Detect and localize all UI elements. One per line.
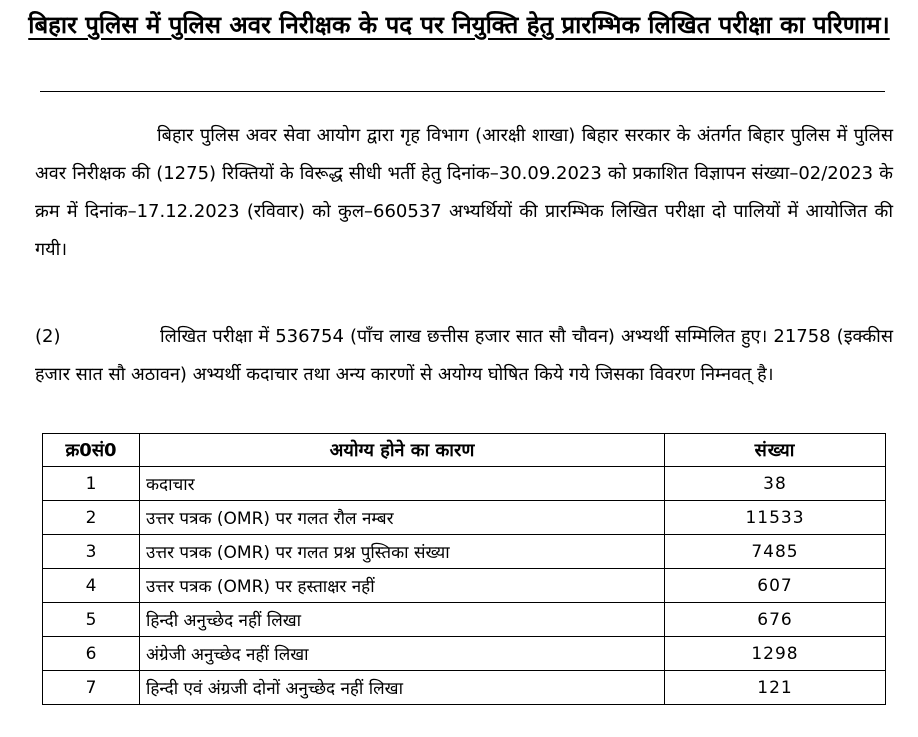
table-row — [43, 637, 886, 671]
row-serial: 2 — [43, 501, 140, 535]
title-divider — [40, 91, 885, 92]
paragraph-1 — [35, 117, 893, 269]
row-serial: 1 — [43, 467, 140, 501]
row-reason: उत्तर पत्रक (OMR) पर गलत प्रश्न पुस्तिका संख्या — [140, 535, 665, 569]
row-count: 1298 — [665, 637, 886, 671]
table-row — [43, 535, 886, 569]
row-serial: 5 — [43, 603, 140, 637]
table-header-row — [43, 434, 886, 467]
row-serial: 6 — [43, 637, 140, 671]
row-count: 121 — [665, 671, 886, 705]
table-row — [43, 671, 886, 705]
paragraph-2-text: लिखित परीक्षा में 536754 (पाँच लाख छत्तीस हजार सात सौ चौवन) अभ्यर्थी सम्मिलित हुए। 21758 (इक्कीस हजार सात सौ अठावन) अभ्यर्थी कदाचार तथा अन्य कारणों से अयोग्य घोषित किये गये जिसका विवरण निम्नवत् है। — [35, 326, 893, 385]
table-row — [43, 501, 886, 535]
row-reason: हिन्दी एवं अंग्रजी दोनों अनुच्छेद नहीं लिखा — [140, 671, 665, 705]
row-count: 7485 — [665, 535, 886, 569]
row-serial: 4 — [43, 569, 140, 603]
header-serial: क्र0सं0 — [43, 434, 140, 467]
disqualification-table — [42, 433, 886, 705]
row-count: 38 — [665, 467, 886, 501]
paragraph-1-text: बिहार पुलिस अवर सेवा आयोग द्वारा गृह विभाग (आरक्षी शाखा) बिहार सरकार के अंतर्गत बिहार पुलिस में पुलिस अवर निरीक्षक की (1275) रिक्तियों के विरूद्ध सीधी भर्ती हेतु दिनांक–30.09.2023 को प्रकाशित विज्ञापन संख्या–02/2023 के क्रम में दिनांक–17.12.2023 (रविवार) को कुल–660537 अभ्यर्थियों की प्रारम्भिक लिखित परीक्षा दो पालियों में आयोजित की गयी। — [35, 125, 893, 260]
header-reason: अयोग्य होने का कारण — [140, 434, 665, 467]
row-reason: अंग्रेजी अनुच्छेद नहीं लिखा — [140, 637, 665, 671]
paragraph-2 — [35, 318, 893, 394]
table-row — [43, 569, 886, 603]
row-reason: हिन्दी अनुच्छेद नहीं लिखा — [140, 603, 665, 637]
row-count: 676 — [665, 603, 886, 637]
document-title: बिहार पुलिस में पुलिस अवर निरीक्षक के पद पर नियुक्ति हेतु प्रारम्भिक लिखित परीक्षा का परिणाम। — [28, 11, 890, 39]
header-count: संख्या — [665, 434, 886, 467]
row-serial: 3 — [43, 535, 140, 569]
row-reason: उत्तर पत्रक (OMR) पर गलत रौल नम्बर — [140, 501, 665, 535]
row-count: 11533 — [665, 501, 886, 535]
row-count: 607 — [665, 569, 886, 603]
row-reason: कदाचार — [140, 467, 665, 501]
table-row — [43, 467, 886, 501]
paragraph-2-number: (2) — [35, 326, 61, 347]
table-row — [43, 603, 886, 637]
row-reason: उत्तर पत्रक (OMR) पर हस्ताक्षर नहीं — [140, 569, 665, 603]
row-serial: 7 — [43, 671, 140, 705]
